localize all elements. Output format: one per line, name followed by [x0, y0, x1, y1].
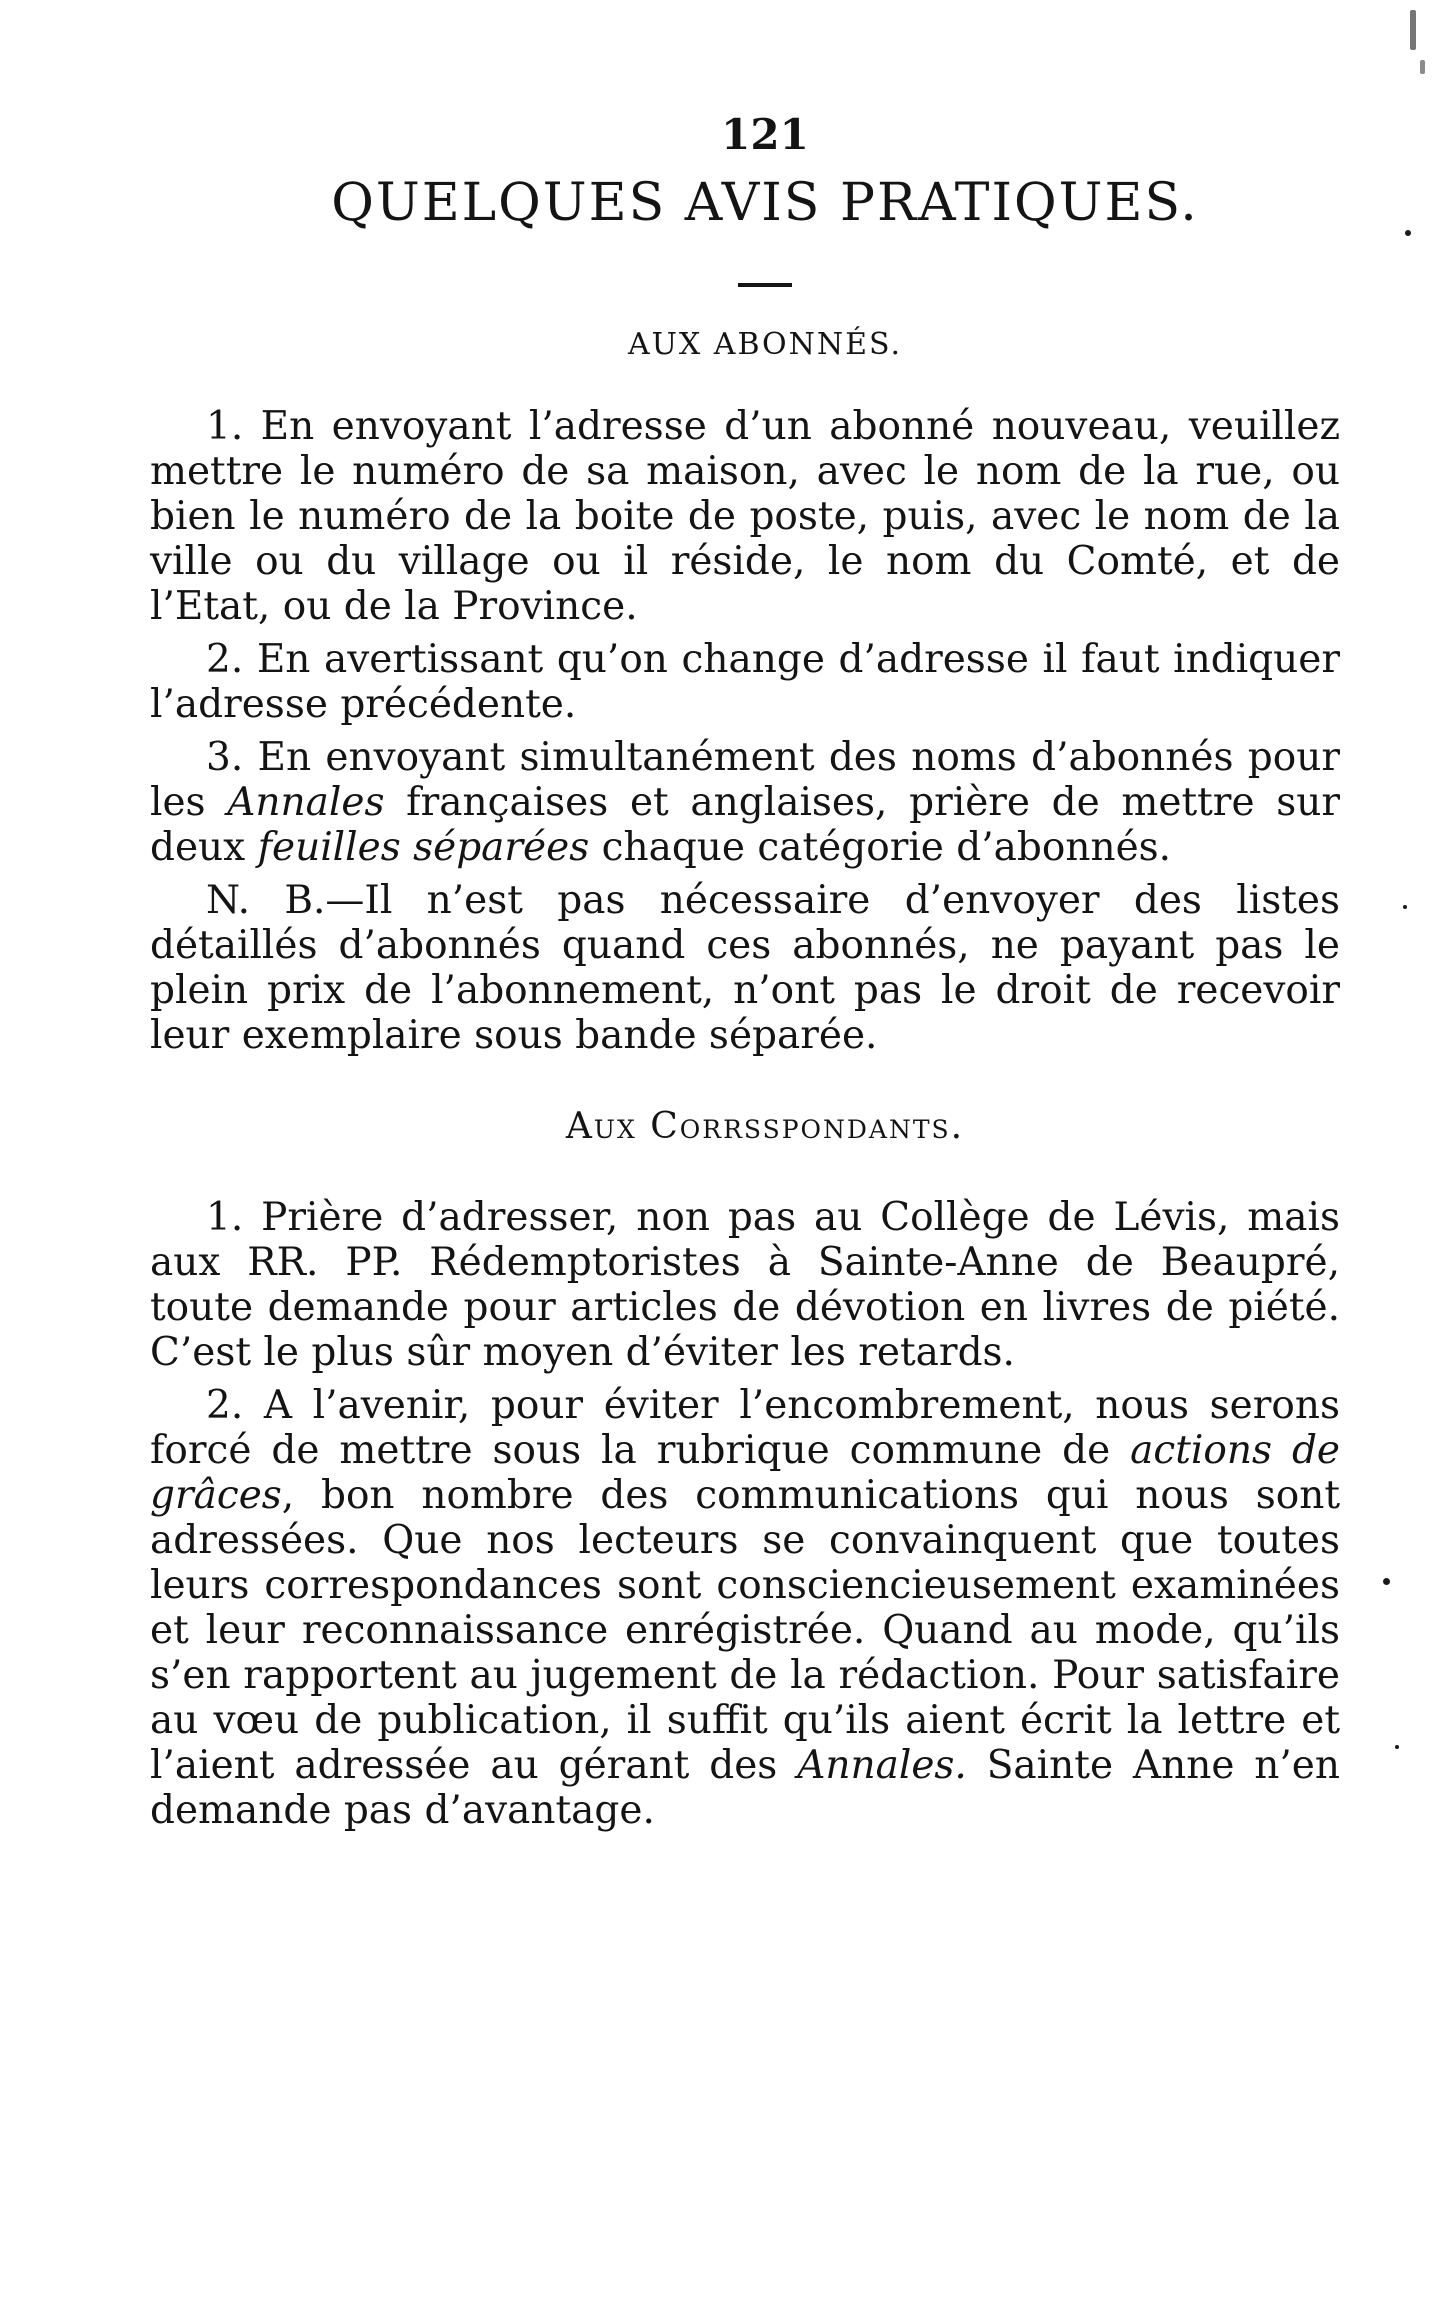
print-speck	[1383, 1578, 1390, 1585]
paragraph-text: françaises et anglaises, prière de mettre sur deux	[150, 780, 1340, 870]
print-speck	[1403, 905, 1407, 909]
subscribers-paragraph-1: 1. En envoyant l’adresse d’un abonné nouveau, veuillez mettre le numéro de sa maison, avec le nom de la rue, ou bien le numéro de la boite de poste, puis, avec le nom de la ville ou du village ou il réside, le nom du Comté, et de l’Etat, ou de la Province.	[150, 404, 1340, 629]
print-speck	[1405, 230, 1411, 236]
italic-text: Annales	[227, 780, 385, 825]
paragraph-text: Sainte Anne n’en demande pas d’avantage.	[150, 1743, 1340, 1833]
paragraph-text: 3. En envoyant simultanément des noms d’abonnés pour les	[150, 735, 1340, 825]
title-rule	[738, 283, 792, 287]
page	[150, 110, 1340, 1841]
italic-text: actions de grâces	[150, 1428, 1340, 1518]
paragraph-text: chaque catégorie d’abonnés.	[589, 825, 1172, 870]
section-subscribers	[150, 327, 1340, 1058]
section-heading-subscribers: AUX ABONNÉS.	[627, 327, 903, 362]
subscribers-paragraph-2: 2. En avertissant qu’on change d’adresse il faut indiquer l’adresse précédente.	[150, 637, 1340, 727]
paragraph-text: , bon nombre des communications qui nous sont adressées. Que nos lecteurs se convainquent que toutes leurs correspondances sont consciencieusement examinées et leur reconnaissance enrégistrée. Quand au mode, qu’ils s’en rapportent au jugement de la rédaction. Pour satisfaire au vœu de publication, il suffit qu’ils aient écrit la lettre et l’aient adressée au gérant des	[150, 1473, 1340, 1788]
print-speck	[1420, 60, 1425, 74]
subscribers-note: N. B.—Il n’est pas nécessaire d’envoyer des listes détaillés d’abonnés quand ces abonnés, ne payant pas le plein prix de l’abonnement, n’ont pas le droit de recevoir leur exemplaire sous bande séparée.	[150, 878, 1340, 1058]
italic-text: Annales.	[797, 1743, 967, 1788]
italic-text: feuilles séparées	[257, 825, 590, 870]
print-speck	[1395, 1745, 1399, 1749]
page-title: QUELQUES AVIS PRATIQUES.	[331, 173, 1199, 233]
page-number: 121	[721, 110, 809, 159]
correspondents-paragraph-1: 1. Prière d’adresser, non pas au Collège de Lévis, mais aux RR. PP. Rédemptoristes à Sainte-Anne de Beaupré, toute demande pour articles de dévotion en livres de piété. C’est le plus sûr moyen d’éviter les retards.	[150, 1195, 1340, 1375]
section-correspondents	[150, 1106, 1340, 1833]
section-heading-correspondents: Aux Corrsspondants.	[565, 1106, 965, 1147]
paragraph-text: 2. A l’avenir, pour éviter l’encombrement, nous serons forcé de mettre sous la rubrique commune de	[150, 1383, 1340, 1473]
correspondents-paragraph-2	[150, 1383, 1340, 1833]
subscribers-paragraph-3	[150, 735, 1340, 870]
print-speck	[1410, 10, 1416, 50]
